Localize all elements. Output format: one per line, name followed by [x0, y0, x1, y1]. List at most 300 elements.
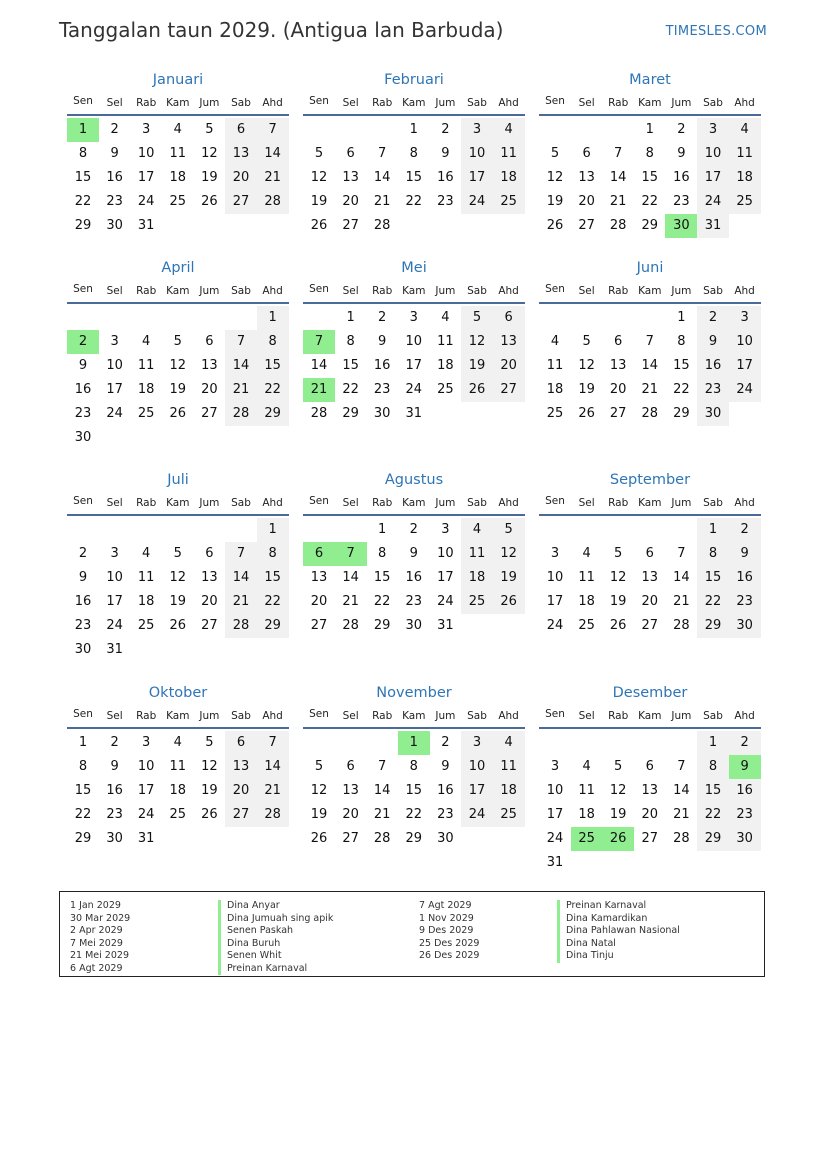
- legend-holiday-name: Dina Natal: [557, 938, 680, 951]
- weekday-label: Ahd: [734, 497, 755, 509]
- weekday-label: Ahd: [262, 97, 283, 109]
- day-cell: 20: [342, 194, 359, 209]
- legend-date: 25 Des 2029: [419, 937, 480, 949]
- day-cell: 22: [405, 807, 423, 822]
- day-cell: 13: [609, 358, 627, 373]
- header-divider: [303, 514, 525, 516]
- day-cell: 1: [78, 735, 88, 750]
- day-cell: 9: [729, 542, 761, 566]
- day-cell: 23: [74, 406, 92, 421]
- day-cell: 12: [310, 170, 328, 185]
- day-cell: 21: [257, 166, 289, 190]
- day-cell: 11: [493, 755, 525, 779]
- day-cell: 20: [201, 382, 218, 397]
- weekday-label: Rab: [608, 497, 629, 509]
- legend-dates-left: [70, 900, 130, 975]
- day-cell: 28: [310, 406, 328, 421]
- day-cell: 28: [373, 218, 391, 233]
- day-cell: 27: [493, 378, 525, 402]
- day-cell: 27: [342, 218, 359, 233]
- weekday-label: Sab: [467, 285, 487, 297]
- day-cell: 21: [225, 590, 257, 614]
- weekday-label: Sel: [342, 97, 359, 109]
- day-cell: 4: [173, 122, 182, 137]
- day-cell: 24: [106, 618, 123, 633]
- day-cell: 5: [205, 735, 214, 750]
- day-cell: 9: [378, 334, 387, 349]
- weekday-label: Sel: [342, 285, 359, 297]
- day-cell: 4: [582, 759, 591, 774]
- day-cell: 15: [257, 354, 289, 378]
- day-cell: 17: [137, 170, 155, 185]
- day-cell: 31: [437, 618, 454, 633]
- day-cell: 26: [201, 807, 218, 822]
- day-cell: 24: [106, 406, 123, 421]
- day-cell: 27: [225, 190, 257, 214]
- weekday-label: Kam: [638, 710, 662, 722]
- day-cell: 28: [673, 831, 690, 846]
- day-cell: 17: [106, 594, 123, 609]
- day-cell: 17: [437, 570, 454, 585]
- day-cell: 19: [310, 194, 328, 209]
- weekday-label: Sel: [578, 97, 595, 109]
- day-cell: 28: [342, 618, 359, 633]
- legend-holiday-name: Preinan Karnaval: [557, 900, 680, 913]
- month-title: November: [376, 685, 452, 701]
- day-cell: 3: [550, 759, 560, 774]
- day-cell: 21: [373, 807, 391, 822]
- day-cell: 23: [74, 618, 92, 633]
- holiday-day-cell: 7: [335, 542, 367, 566]
- day-cell: 27: [641, 618, 659, 633]
- day-cell: 29: [641, 218, 659, 233]
- day-cell: 14: [342, 570, 359, 585]
- legend-names-right: [557, 900, 680, 963]
- day-cell: 8: [697, 542, 729, 566]
- weekday-label: Rab: [136, 285, 157, 297]
- day-cell: 7: [645, 334, 654, 349]
- day-cell: 26: [461, 378, 493, 402]
- day-cell: 8: [677, 334, 686, 349]
- day-cell: 26: [310, 831, 328, 846]
- day-cell: 18: [437, 358, 454, 373]
- weekday-label: Sab: [467, 97, 487, 109]
- day-cell: 19: [310, 807, 328, 822]
- day-cell: 15: [697, 566, 729, 590]
- day-cell: 16: [405, 570, 423, 585]
- day-cell: 27: [609, 406, 627, 421]
- weekday-label: Sab: [467, 710, 487, 722]
- day-cell: 17: [137, 783, 155, 798]
- day-cell: 14: [225, 354, 257, 378]
- day-cell: 8: [78, 146, 88, 161]
- day-cell: 6: [346, 759, 355, 774]
- day-cell: 31: [106, 642, 123, 657]
- day-cell: 16: [437, 783, 454, 798]
- day-cell: 3: [461, 118, 493, 142]
- weekday-label: Ahd: [498, 497, 519, 509]
- day-cell: 17: [546, 807, 564, 822]
- weekday-label: Sen: [73, 708, 93, 720]
- day-cell: 26: [201, 194, 218, 209]
- day-cell: 14: [225, 566, 257, 590]
- day-cell: 11: [137, 570, 155, 585]
- weekday-label: Jum: [671, 710, 692, 722]
- day-cell: 17: [546, 594, 564, 609]
- day-cell: 7: [378, 759, 387, 774]
- day-cell: 14: [257, 755, 289, 779]
- weekday-label: Sel: [106, 497, 123, 509]
- day-cell: 7: [257, 118, 289, 142]
- day-cell: 3: [729, 306, 761, 330]
- day-cell: 15: [373, 570, 391, 585]
- weekday-label: Jum: [671, 285, 692, 297]
- day-cell: 26: [493, 590, 525, 614]
- day-cell: 23: [106, 194, 123, 209]
- day-cell: 6: [582, 146, 591, 161]
- header-divider: [303, 727, 525, 729]
- day-cell: 19: [546, 194, 564, 209]
- weekday-label: Jum: [671, 497, 692, 509]
- header-divider: [303, 114, 525, 116]
- weekday-label: Rab: [136, 497, 157, 509]
- legend-date: 7 Mei 2029: [70, 937, 123, 949]
- day-cell: 18: [169, 783, 187, 798]
- day-cell: 16: [697, 354, 729, 378]
- day-cell: 13: [342, 783, 359, 798]
- weekday-label: Kam: [402, 710, 426, 722]
- day-cell: 20: [609, 382, 627, 397]
- weekday-label: Rab: [608, 97, 629, 109]
- day-cell: 12: [169, 570, 187, 585]
- day-cell: 25: [578, 618, 595, 633]
- day-cell: 20: [641, 807, 659, 822]
- day-cell: 19: [493, 566, 525, 590]
- weekday-label: Kam: [166, 710, 190, 722]
- day-cell: 7: [257, 731, 289, 755]
- day-cell: 2: [697, 306, 729, 330]
- month-title: Mei: [401, 260, 427, 276]
- day-cell: 18: [137, 594, 155, 609]
- day-cell: 31: [137, 218, 155, 233]
- legend-date: 1 Jan 2029: [70, 900, 121, 911]
- day-cell: 18: [546, 382, 564, 397]
- weekday-label: Sen: [73, 495, 93, 507]
- day-cell: 15: [257, 566, 289, 590]
- day-cell: 12: [609, 783, 627, 798]
- day-cell: 19: [169, 382, 187, 397]
- day-cell: 29: [373, 618, 391, 633]
- day-cell: 19: [201, 170, 218, 185]
- weekday-label: Kam: [402, 97, 426, 109]
- legend-holiday-name: Senen Whit: [218, 950, 333, 963]
- weekday-label: Rab: [608, 285, 629, 297]
- day-cell: 16: [74, 382, 92, 397]
- day-cell: 25: [546, 406, 564, 421]
- day-cell: 30: [729, 827, 761, 851]
- day-cell: 15: [405, 783, 423, 798]
- day-cell: 4: [461, 518, 493, 542]
- day-cell: 6: [614, 334, 623, 349]
- weekday-label: Kam: [166, 497, 190, 509]
- weekday-label: Jum: [671, 97, 692, 109]
- day-cell: 11: [461, 542, 493, 566]
- day-cell: 9: [441, 146, 450, 161]
- legend-date: 30 Mar 2029: [70, 912, 131, 924]
- day-cell: 24: [137, 194, 155, 209]
- day-cell: 13: [201, 358, 218, 373]
- day-cell: 2: [441, 735, 450, 750]
- legend-dates-right: [419, 900, 479, 963]
- day-cell: 25: [169, 807, 187, 822]
- day-cell: 23: [437, 807, 454, 822]
- day-cell: 10: [405, 334, 423, 349]
- day-cell: 3: [142, 735, 151, 750]
- weekday-label: Rab: [608, 710, 629, 722]
- legend-holiday-name: Preinan Karnaval: [218, 963, 333, 976]
- day-cell: 18: [137, 382, 155, 397]
- day-cell: 31: [546, 855, 564, 870]
- holiday-day-cell: 26: [602, 827, 634, 851]
- day-cell: 10: [546, 570, 564, 585]
- holiday-day-cell: 9: [729, 755, 761, 779]
- day-cell: 19: [609, 594, 627, 609]
- day-cell: 17: [461, 779, 493, 803]
- day-cell: 26: [169, 406, 187, 421]
- day-cell: 21: [673, 594, 690, 609]
- day-cell: 17: [729, 354, 761, 378]
- holiday-day-cell: 25: [571, 827, 603, 851]
- day-cell: 8: [645, 146, 654, 161]
- day-cell: 7: [378, 146, 387, 161]
- weekday-label: Sen: [309, 95, 329, 107]
- holiday-day-cell: 6: [303, 542, 335, 566]
- month-title: Februari: [384, 72, 444, 88]
- day-cell: 2: [78, 546, 88, 561]
- day-cell: 10: [437, 546, 454, 561]
- day-cell: 18: [578, 594, 595, 609]
- legend-date: 21 Mei 2029: [70, 950, 129, 961]
- day-cell: 22: [74, 807, 92, 822]
- day-cell: 8: [346, 334, 355, 349]
- day-cell: 27: [342, 831, 359, 846]
- day-cell: 20: [225, 779, 257, 803]
- day-cell: 12: [310, 783, 328, 798]
- day-cell: 3: [461, 731, 493, 755]
- day-cell: 27: [225, 803, 257, 827]
- day-cell: 24: [697, 190, 729, 214]
- day-cell: 3: [409, 310, 418, 325]
- day-cell: 31: [697, 214, 729, 238]
- day-cell: 12: [578, 358, 595, 373]
- day-cell: 20: [578, 194, 595, 209]
- day-cell: 15: [74, 783, 92, 798]
- month-title: April: [161, 260, 195, 276]
- day-cell: 16: [437, 170, 454, 185]
- day-cell: 2: [110, 735, 119, 750]
- day-cell: 30: [74, 642, 92, 657]
- weekday-label: Sab: [231, 97, 251, 109]
- legend-date: 6 Agt 2029: [70, 962, 123, 974]
- day-cell: 7: [225, 542, 257, 566]
- day-cell: 4: [441, 310, 450, 325]
- header-divider: [67, 302, 289, 304]
- day-cell: 5: [614, 546, 623, 561]
- day-cell: 21: [257, 779, 289, 803]
- legend-holiday-name: Dina Anyar: [218, 900, 333, 913]
- day-cell: 23: [405, 594, 423, 609]
- day-cell: 30: [697, 402, 729, 426]
- legend-date: 26 Des 2029: [419, 950, 480, 961]
- day-cell: 5: [173, 334, 182, 349]
- legend-names-left: [218, 900, 333, 975]
- day-cell: 3: [550, 546, 560, 561]
- day-cell: 1: [677, 310, 686, 325]
- weekday-label: Jum: [435, 710, 456, 722]
- day-cell: 4: [142, 334, 151, 349]
- day-cell: 17: [461, 166, 493, 190]
- day-cell: 11: [137, 358, 155, 373]
- month-title: Januari: [152, 72, 204, 88]
- weekday-label: Sen: [73, 283, 93, 295]
- day-cell: 15: [697, 779, 729, 803]
- day-cell: 29: [673, 406, 690, 421]
- day-cell: 12: [201, 146, 218, 161]
- day-cell: 25: [137, 618, 155, 633]
- weekday-label: Sel: [342, 497, 359, 509]
- day-cell: 23: [729, 803, 761, 827]
- day-cell: 19: [169, 594, 187, 609]
- day-cell: 22: [405, 194, 423, 209]
- weekday-label: Sab: [703, 497, 723, 509]
- day-cell: 19: [461, 354, 493, 378]
- month-title: Juni: [636, 260, 664, 276]
- day-cell: 22: [342, 382, 359, 397]
- day-cell: 2: [409, 522, 418, 537]
- day-cell: 20: [641, 594, 659, 609]
- day-cell: 16: [729, 566, 761, 590]
- day-cell: 30: [405, 618, 423, 633]
- day-cell: 26: [310, 218, 328, 233]
- weekday-label: Sel: [106, 285, 123, 297]
- day-cell: 4: [582, 546, 591, 561]
- day-cell: 13: [225, 755, 257, 779]
- day-cell: 30: [106, 831, 123, 846]
- day-cell: 6: [645, 759, 654, 774]
- day-cell: 22: [697, 590, 729, 614]
- day-cell: 27: [310, 618, 328, 633]
- legend-holiday-name: Dina Tinju: [557, 950, 680, 963]
- month-title: Maret: [629, 72, 671, 88]
- day-cell: 19: [201, 783, 218, 798]
- day-cell: 28: [257, 803, 289, 827]
- day-cell: 9: [409, 546, 418, 561]
- day-cell: 28: [673, 618, 690, 633]
- day-cell: 30: [74, 430, 92, 445]
- day-cell: 18: [169, 170, 187, 185]
- day-cell: 16: [673, 170, 690, 185]
- day-cell: 21: [609, 194, 627, 209]
- weekday-label: Sel: [578, 497, 595, 509]
- weekday-label: Sen: [309, 283, 329, 295]
- day-cell: 26: [169, 618, 187, 633]
- weekday-label: Sab: [231, 497, 251, 509]
- day-cell: 22: [257, 378, 289, 402]
- day-cell: 24: [461, 803, 493, 827]
- day-cell: 16: [729, 779, 761, 803]
- day-cell: 3: [110, 334, 119, 349]
- month-title: Desember: [612, 685, 688, 701]
- day-cell: 11: [578, 570, 595, 585]
- weekday-label: Rab: [372, 710, 393, 722]
- legend-date: 2 Apr 2029: [70, 925, 123, 936]
- day-cell: 23: [437, 194, 454, 209]
- weekday-label: Sab: [231, 710, 251, 722]
- day-cell: 8: [257, 330, 289, 354]
- weekday-label: Ahd: [498, 97, 519, 109]
- day-cell: 5: [461, 306, 493, 330]
- day-cell: 17: [697, 166, 729, 190]
- day-cell: 31: [137, 831, 155, 846]
- day-cell: 13: [578, 170, 595, 185]
- month-title: Agustus: [384, 472, 444, 488]
- day-cell: 2: [677, 122, 686, 137]
- weekday-label: Rab: [372, 285, 393, 297]
- day-cell: 18: [461, 566, 493, 590]
- day-cell: 21: [641, 382, 659, 397]
- day-cell: 29: [257, 614, 289, 638]
- day-cell: 2: [729, 731, 761, 755]
- day-cell: 30: [729, 614, 761, 638]
- day-cell: 8: [78, 759, 88, 774]
- day-cell: 25: [137, 406, 155, 421]
- day-cell: 27: [201, 618, 218, 633]
- day-cell: 29: [697, 827, 729, 851]
- day-cell: 18: [493, 779, 525, 803]
- weekday-label: Sel: [106, 97, 123, 109]
- day-cell: 18: [493, 166, 525, 190]
- day-cell: 2: [378, 310, 387, 325]
- header-divider: [67, 514, 289, 516]
- day-cell: 17: [106, 382, 123, 397]
- day-cell: 20: [342, 807, 359, 822]
- day-cell: 12: [461, 330, 493, 354]
- month-title: Oktober: [148, 685, 208, 701]
- day-cell: 13: [641, 783, 659, 798]
- header-divider: [539, 727, 761, 729]
- weekday-label: Kam: [638, 97, 662, 109]
- day-cell: 24: [546, 831, 564, 846]
- weekday-label: Ahd: [498, 285, 519, 297]
- day-cell: 30: [373, 406, 391, 421]
- day-cell: 20: [310, 594, 328, 609]
- weekday-label: Sel: [342, 710, 359, 722]
- legend-date: 7 Agt 2029: [419, 900, 472, 911]
- weekday-label: Sen: [545, 708, 565, 720]
- day-cell: 22: [697, 803, 729, 827]
- weekday-label: Kam: [402, 285, 426, 297]
- day-cell: 8: [378, 546, 387, 561]
- holiday-day-cell: 1: [67, 118, 99, 142]
- day-cell: 8: [257, 542, 289, 566]
- weekday-label: Sen: [545, 495, 565, 507]
- day-cell: 12: [609, 570, 627, 585]
- brand-link[interactable]: TIMESLES.COM: [665, 24, 767, 39]
- day-cell: 10: [137, 759, 155, 774]
- day-cell: 30: [437, 831, 454, 846]
- day-cell: 23: [373, 382, 391, 397]
- day-cell: 21: [225, 378, 257, 402]
